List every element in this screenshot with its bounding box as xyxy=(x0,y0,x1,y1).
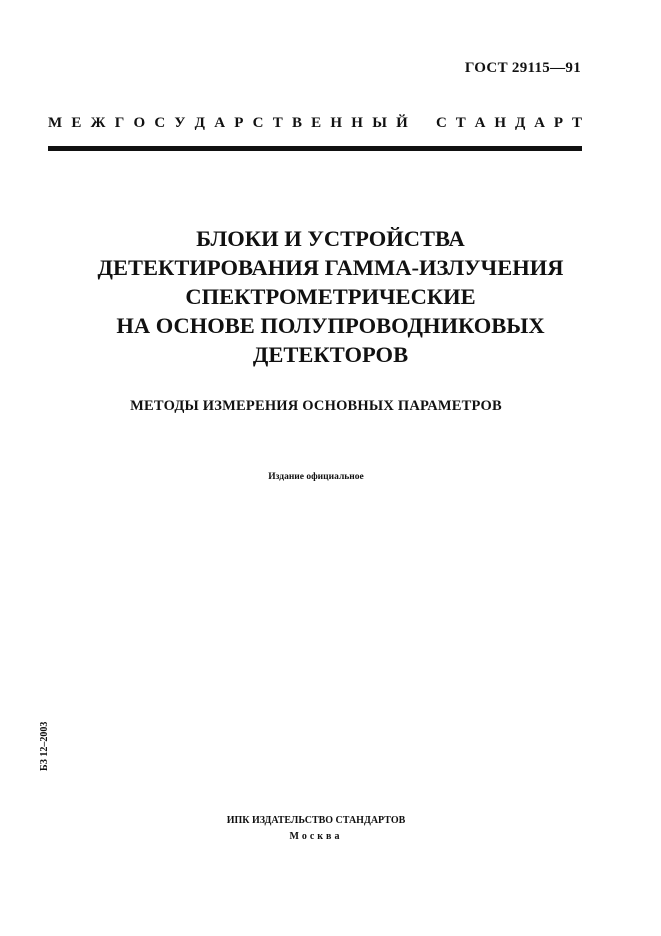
heading-letter: Ы xyxy=(372,115,387,131)
heading-letter: Е xyxy=(71,115,82,131)
side-code: БЗ 12–2003 xyxy=(39,721,50,771)
publisher-name: ИПК ИЗДАТЕЛЬСТВО СТАНДАРТОВ xyxy=(226,815,406,826)
heading-letter: Г xyxy=(114,115,125,131)
publisher-block xyxy=(0,813,632,845)
heading-letter: Е xyxy=(311,115,322,131)
standard-type-word-interstate xyxy=(48,115,408,132)
standard-type-word-standard xyxy=(436,115,582,132)
heading-letter: Т xyxy=(455,115,466,131)
heading-letter: С xyxy=(154,115,166,131)
heading-letter: Н xyxy=(494,115,507,131)
heading-letter: Ж xyxy=(90,115,106,131)
heading-letter: А xyxy=(214,115,226,131)
heading-letter: Р xyxy=(553,115,564,131)
heading-letter: В xyxy=(291,115,302,131)
heading-letter: Й xyxy=(396,115,408,131)
title-line: НА ОСНОВЕ ПОЛУПРОВОДНИКОВЫХ xyxy=(116,313,545,338)
document-subtitle: МЕТОДЫ ИЗМЕРЕНИЯ ОСНОВНЫХ ПАРАМЕТРОВ xyxy=(130,398,502,414)
heading-letter: Т xyxy=(571,115,582,131)
publisher-city: Москва xyxy=(289,831,343,842)
heading-letter: Р xyxy=(234,115,244,131)
heading-letter: О xyxy=(133,115,146,131)
heading-letter: У xyxy=(174,115,186,131)
heading-letter: Т xyxy=(272,115,283,131)
heading-letter: С xyxy=(252,115,264,131)
title-line: ДЕТЕКТОРОВ xyxy=(252,342,409,367)
title-line: ДЕТЕКТИРОВАНИЯ ГАММА-ИЗЛУЧЕНИЯ xyxy=(97,255,564,280)
heading-letter: Д xyxy=(194,115,205,131)
standard-type-heading xyxy=(48,115,582,132)
heading-letter: А xyxy=(534,115,545,131)
gost-number: ГОСТ 29115—91 xyxy=(464,60,581,76)
heading-letter: А xyxy=(474,115,486,131)
heading-letter: С xyxy=(436,115,447,131)
heading-letter: Н xyxy=(330,115,343,131)
heading-letter: Н xyxy=(351,115,363,131)
document-title xyxy=(0,224,661,369)
title-line: СПЕКТРОМЕТРИЧЕСКИЕ xyxy=(185,284,476,309)
heading-rule xyxy=(48,146,582,151)
title-line: БЛОКИ И УСТРОЙСТВА xyxy=(196,226,465,251)
heading-letter: Д xyxy=(514,115,526,131)
heading-letter: М xyxy=(48,115,63,131)
edition-note: Издание официальное xyxy=(268,472,364,482)
